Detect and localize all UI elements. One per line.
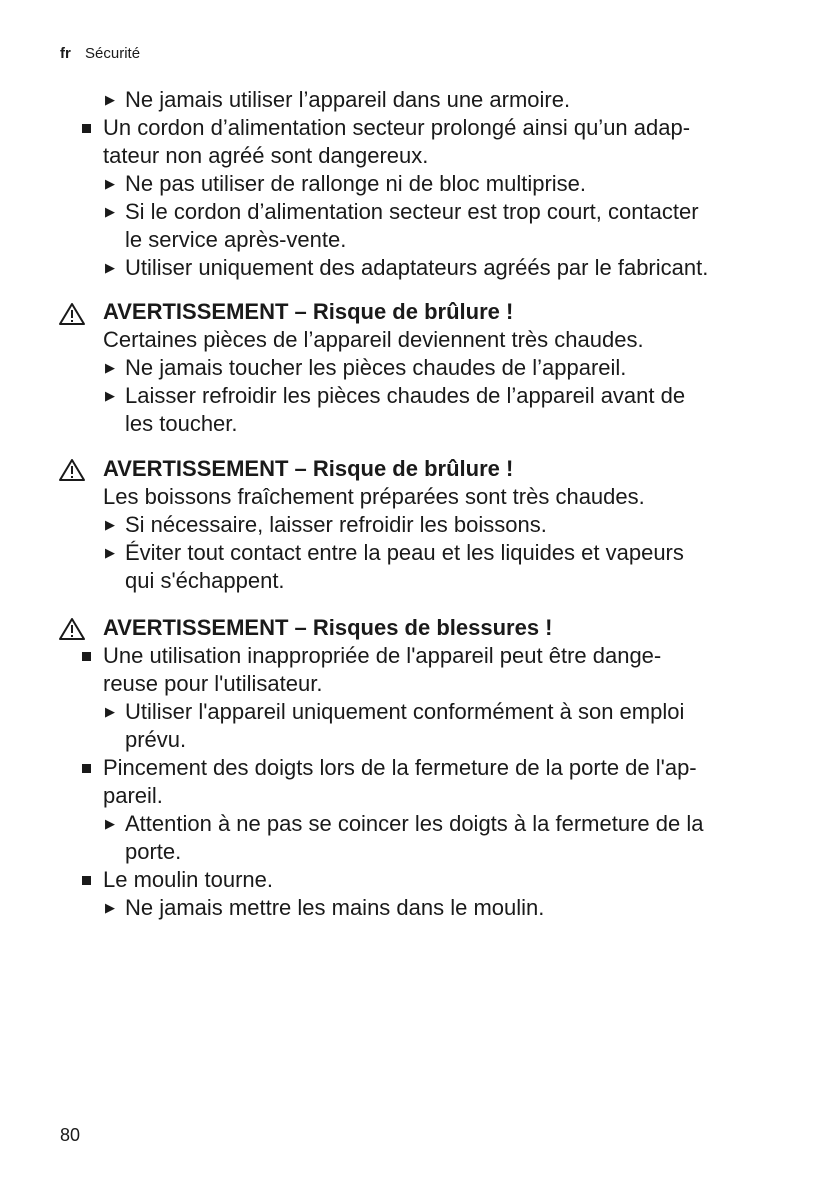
arrow-icon: ▶ — [105, 260, 115, 275]
page-header — [60, 45, 140, 62]
page-number: 80 — [60, 1125, 81, 1145]
arrow-icon: ▶ — [105, 360, 115, 375]
warning-title: AVERTISSEMENT – Risque de brûlure ! — [103, 299, 514, 324]
paragraph-line: reuse pour l'utilisateur. — [103, 671, 323, 696]
instruction-line: Ne jamais utiliser l’appareil dans une armoire. — [125, 87, 571, 112]
arrow-icon: ▶ — [105, 388, 115, 403]
instruction-line: qui s'échappent. — [125, 568, 285, 593]
instruction-line: Attention à ne pas se coincer les doigts à la fermeture de la — [125, 811, 704, 836]
instruction-line: Éviter tout contact entre la peau et les liquides et vapeurs — [125, 540, 684, 565]
instruction-line: Utiliser uniquement des adaptateurs agréés par le fabricant. — [125, 255, 709, 280]
instruction-line: Si le cordon d’alimentation secteur est trop court, contacter — [125, 199, 699, 224]
warning-triangle-icon — [58, 617, 86, 641]
paragraph-line: Un cordon d’alimentation secteur prolongé ainsi qu’un adap- — [103, 115, 691, 140]
instruction-line: Si nécessaire, laisser refroidir les boissons. — [125, 512, 547, 537]
arrow-icon: ▶ — [105, 92, 115, 107]
bullet-icon — [82, 876, 91, 885]
instruction-line: Utiliser l'appareil uniquement conformément à son emploi — [125, 699, 685, 724]
instruction-line: Ne jamais mettre les mains dans le moulin. — [125, 895, 545, 920]
instruction-line: les toucher. — [125, 411, 238, 436]
paragraph-line: Une utilisation inappropriée de l'appareil peut être dange- — [103, 643, 662, 668]
paragraph-line: pareil. — [103, 783, 163, 808]
arrow-icon: ▶ — [105, 204, 115, 219]
arrow-icon: ▶ — [105, 545, 115, 560]
language-code: fr — [60, 45, 71, 62]
instruction-line: Laisser refroidir les pièces chaudes de l’appareil avant de — [125, 383, 686, 408]
arrow-icon: ▶ — [105, 517, 115, 532]
warning-intro: Certaines pièces de l’appareil deviennent très chaudes. — [103, 327, 644, 352]
instruction-line: le service après-vente. — [125, 227, 347, 252]
paragraph-line: tateur non agréé sont dangereux. — [103, 143, 429, 168]
instruction-line: prévu. — [125, 727, 187, 752]
arrow-icon: ▶ — [105, 900, 115, 915]
arrow-icon: ▶ — [105, 816, 115, 831]
bullet-icon — [82, 652, 91, 661]
paragraph-line: Pincement des doigts lors de la fermeture de la porte de l'ap- — [103, 755, 697, 780]
instruction-line: Ne jamais toucher les pièces chaudes de l’appareil. — [125, 355, 627, 380]
section-title: Sécurité — [85, 45, 141, 62]
instruction-line: Ne pas utiliser de rallonge ni de bloc multiprise. — [125, 171, 587, 196]
warning-triangle-icon — [58, 458, 86, 482]
bullet-icon — [82, 124, 91, 133]
warning-triangle-icon — [58, 302, 86, 326]
warning-title: AVERTISSEMENT – Risques de blessures ! — [103, 615, 553, 640]
warning-title: AVERTISSEMENT – Risque de brûlure ! — [103, 456, 514, 481]
arrow-icon: ▶ — [105, 704, 115, 719]
instruction-line: porte. — [125, 839, 182, 864]
bullet-icon — [82, 764, 91, 773]
arrow-icon: ▶ — [105, 176, 115, 191]
warning-intro: Les boissons fraîchement préparées sont très chaudes. — [103, 484, 645, 509]
paragraph-line: Le moulin tourne. — [103, 867, 273, 892]
